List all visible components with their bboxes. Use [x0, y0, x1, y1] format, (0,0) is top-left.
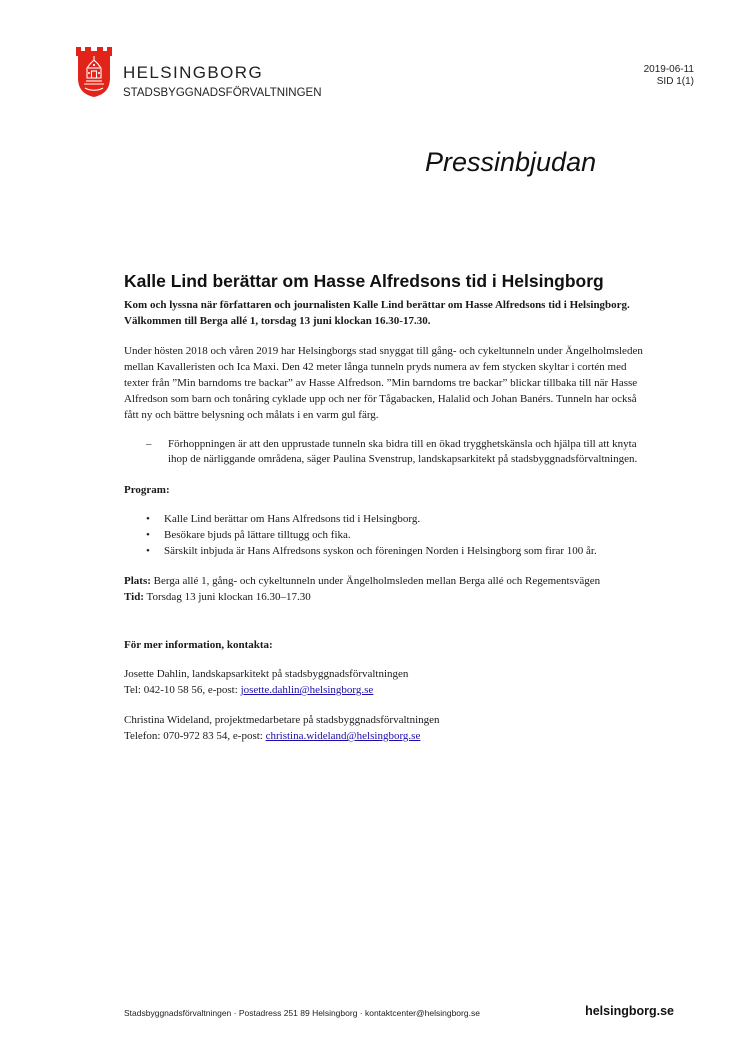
helsingborg-crest-icon	[75, 44, 113, 98]
email-link[interactable]: josette.dahlin@helsingborg.se	[240, 684, 374, 696]
contact-phone: Tel: 042-10 58 56, e-post:	[124, 684, 241, 696]
document-date: 2019-06-11	[643, 64, 694, 75]
lead-paragraph: Kom och lyssna när författaren och journalisten Kalle Lind berättar om Hasse Alfredsons tid i Helsingborg. Välkommen till Berga allé 1, torsdag 13 juni klockan 16.30-17.30.	[124, 299, 630, 327]
contact-person	[124, 666, 644, 698]
email-link[interactable]: christina.wideland@helsingborg.se	[265, 730, 421, 742]
quote-text: Förhoppningen är att den upprustade tunneln ska bidra till en ökad trygghetskänsla och hjälpa till att knyta ihop de närliggande områdena, säger Paulina Svenstrup, landskapsarkitekt på stadsbyggnadsförvaltningen.	[168, 438, 638, 465]
list-item: • Kalle Lind berättar om Hans Alfredsons tid i Helsingborg.	[148, 511, 644, 527]
time-line	[124, 589, 644, 605]
footer-website: helsingborg.se	[585, 1004, 674, 1018]
contact-name: Christina Wideland, projektmedarbetare på stadsbyggnadsförvaltningen	[124, 714, 440, 726]
contact-label: För mer information, kontakta:	[124, 639, 273, 651]
org-department: STADSBYGGNADSFÖRVALTNINGEN	[123, 87, 322, 99]
body-paragraph: Under hösten 2018 och våren 2019 har Helsingborgs stad snyggat till gång- och cykeltunneln under Ängelholmsleden mellan Kavalleristen och Ica Maxi. Den 42 meter långa tunneln pryds numera av fem stycken skyltar i cortén med texter från ”Min barndoms tre backar” av Hasse Alfredson. ”Min barndoms tre backar” blickar tillbaka till när Hasse Alfredson som barn och tonåring cyklade upp och ner för Tågabacken, Halalid och Johan Banérs. Tunneln har också fått ny och bättre belysning och målats i en varm gul färg.	[124, 345, 643, 421]
place-value: Berga allé 1, gång- och cykeltunneln under Ängelholmsleden mellan Berga allé och Regementsvägen	[150, 575, 601, 587]
place-line	[124, 573, 644, 589]
contact-name: Josette Dahlin, landskapsarkitekt på stadsbyggnadsförvaltningen	[124, 668, 409, 680]
list-item: • Särskilt inbjuda är Hans Alfredsons syskon och föreningen Norden i Helsingborg som firar 100 år.	[148, 543, 644, 559]
contact-phone: Telefon: 070-972 83 54, e-post:	[124, 730, 266, 742]
time-value: Torsdag 13 juni klockan 16.30–17.30	[143, 591, 311, 603]
press-release-content	[124, 270, 644, 758]
place-label: Plats:	[124, 575, 151, 587]
contact-person	[124, 712, 644, 744]
page-number: SID 1(1)	[656, 76, 694, 87]
org-name: HELSINGBORG	[123, 63, 264, 82]
document-meta	[644, 64, 694, 88]
program-label: Program:	[124, 484, 170, 496]
time-label: Tid:	[124, 591, 144, 603]
contact-phone-line	[124, 682, 644, 698]
list-item: • Besökare bjuds på lättare tilltugg och fika.	[148, 527, 644, 543]
dash-marker: –	[146, 438, 152, 450]
footer-address: Stadsbyggnadsförvaltningen · Postadress 251 89 Helsingborg · kontaktcenter@helsingborg.se	[124, 1008, 480, 1018]
document-type-title: Pressinbjudan	[425, 147, 597, 177]
quote-item	[146, 437, 644, 467]
program-list	[148, 511, 644, 559]
headline: Kalle Lind berättar om Hasse Alfredsons tid i Helsingborg	[124, 271, 604, 291]
contact-phone-line	[124, 728, 644, 744]
